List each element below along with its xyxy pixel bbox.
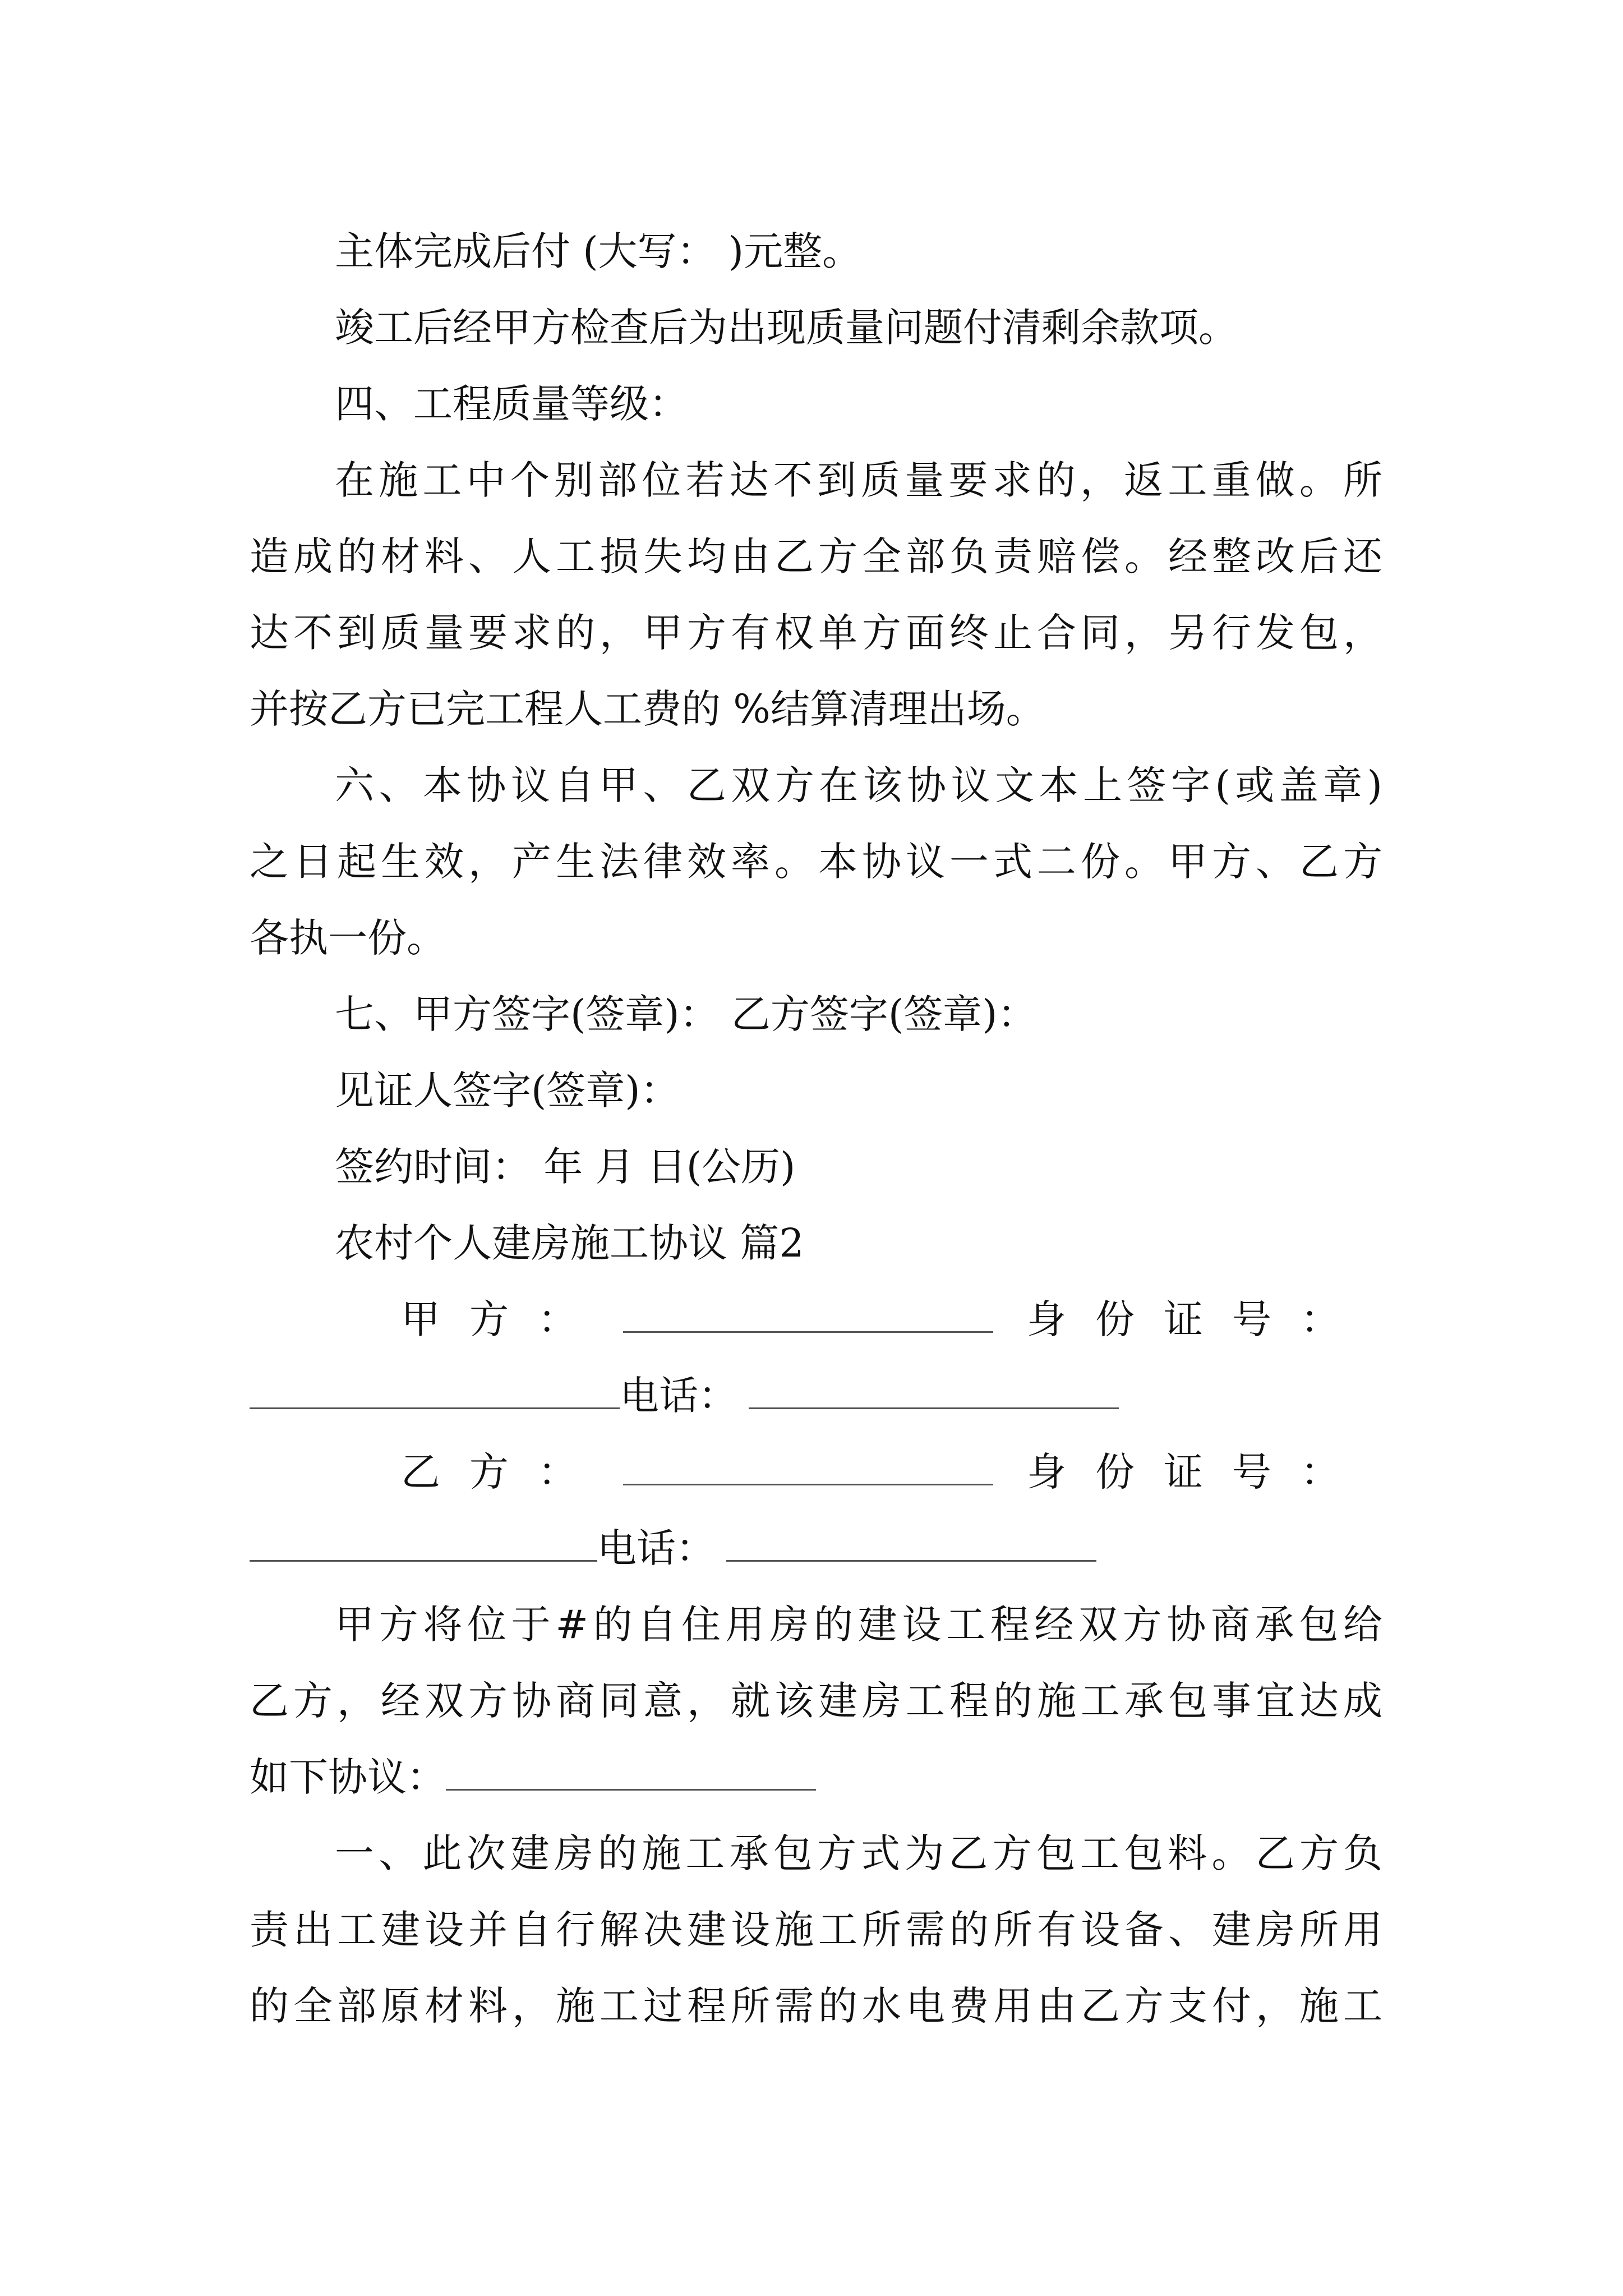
party-b-label: 乙方： xyxy=(401,1449,606,1495)
intro-paragraph-line: 甲方将位于#的自住用房的建设工程经双方协商承包给 xyxy=(335,1602,1382,1648)
section-heading-quality: 四、工程质量等级： xyxy=(335,381,688,427)
party-b-id-blank xyxy=(250,1526,597,1562)
party-a-phone-blank xyxy=(749,1374,1119,1409)
effect-paragraph-line: 之日起生效，产生法律效率。本协议一式二份。甲方、乙方 xyxy=(250,839,1382,885)
intro-blank xyxy=(446,1755,816,1791)
document-body xyxy=(250,213,1382,2044)
signing-date-line: 签约时间： 年 月 日(公历) xyxy=(335,1144,796,1190)
witness-signature-line: 见证人签字(签章)： xyxy=(335,1068,680,1114)
party-a-row xyxy=(250,1281,1382,1358)
intro-paragraph-line xyxy=(250,1739,1382,1815)
party-a-id-label: 身份证号： xyxy=(1027,1296,1369,1342)
final-payment-line: 竣工后经甲方检查后为出现质量问题付清剩余款项。 xyxy=(335,305,1238,351)
party-b-phone-blank xyxy=(726,1526,1096,1562)
party-a-name-blank xyxy=(623,1297,993,1333)
quality-paragraph-line: 在施工中个别部位若达不到质量要求的，返工重做。所 xyxy=(335,457,1382,503)
party-a-label: 甲方： xyxy=(401,1296,606,1342)
party-b-phone-row xyxy=(250,1510,1382,1586)
party-a-phone-label: 电话： xyxy=(620,1373,737,1419)
payment-clause-line: 主体完成后付 (大写： )元整。 xyxy=(335,228,862,274)
intro-agreement-label: 如下协议： xyxy=(250,1754,446,1800)
effect-paragraph-line: 六、本协议自甲、乙双方在该协议文本上签字(或盖章) xyxy=(335,762,1382,808)
clause-one-line: 一、此次建房的施工承包方式为乙方包工包料。乙方负 xyxy=(335,1830,1382,1876)
party-a-id-blank xyxy=(250,1374,620,1409)
party-b-id-label: 身份证号： xyxy=(1027,1449,1369,1495)
quality-paragraph-line: 达不到质量要求的，甲方有权单方面终止合同，另行发包， xyxy=(250,610,1382,656)
clause-one-line: 责出工建设并自行解决建设施工所需的所有设备、建房所用 xyxy=(250,1907,1382,1953)
quality-paragraph-line: 造成的材料、人工损失均由乙方全部负责赔偿。经整改后还 xyxy=(250,533,1382,579)
effect-paragraph-line: 各执一份。 xyxy=(250,915,446,961)
party-b-name-blank xyxy=(623,1450,993,1485)
party-b-row xyxy=(250,1434,1382,1510)
party-b-phone-label: 电话： xyxy=(597,1525,715,1571)
quality-paragraph-line: 并按乙方已完工程人工费的 %结算清理出场。 xyxy=(250,686,1045,732)
clause-one-line: 的全部原材料，施工过程所需的水电费用由乙方支付，施工 xyxy=(250,1983,1382,2029)
party-a-phone-row xyxy=(250,1358,1382,1434)
signature-line: 七、甲方签字(签章)： 乙方签字(签章)： xyxy=(335,991,1037,1037)
intro-paragraph-line: 乙方，经双方协商同意，就该建房工程的施工承包事宜达成 xyxy=(250,1678,1382,1724)
agreement-title: 农村个人建房施工协议 篇2 xyxy=(335,1220,804,1266)
